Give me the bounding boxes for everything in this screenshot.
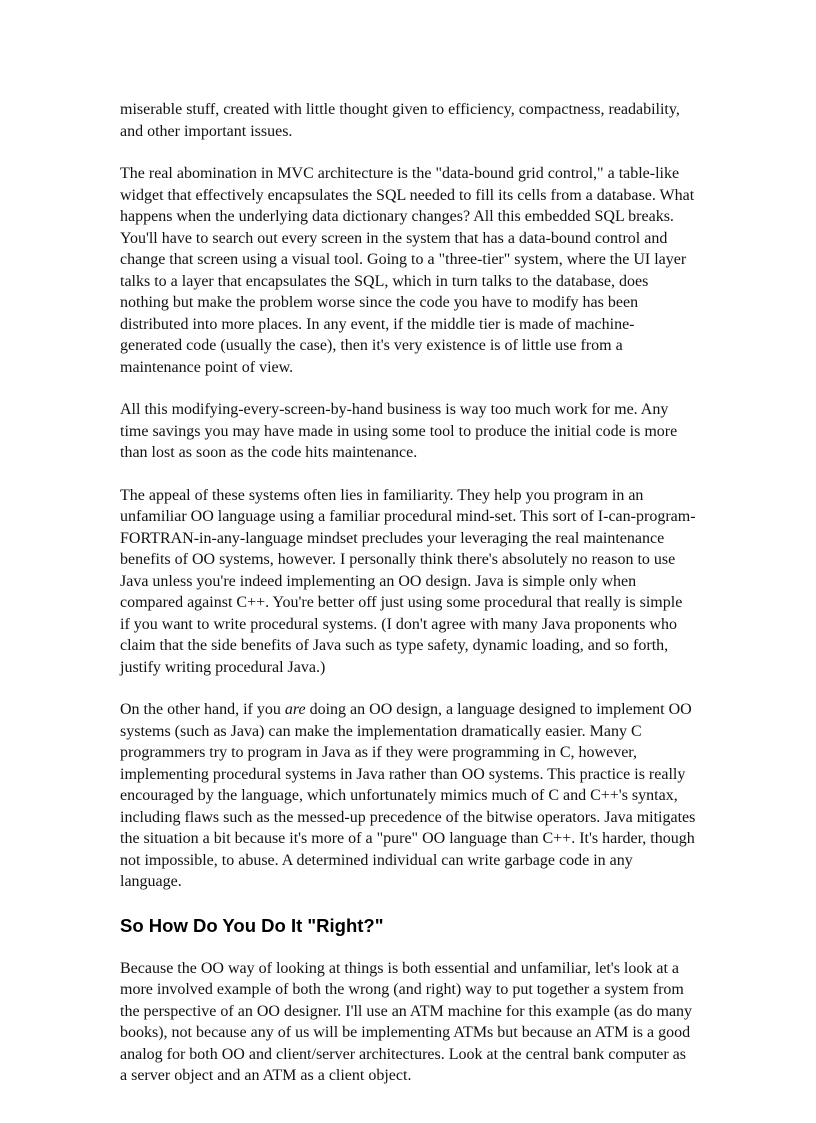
text-line: analog for both OO and client/server architectures. Look at the central bank computer as — [120, 1045, 686, 1063]
text-line: encouraged by the language, which unfortunately mimics much of C and C++'s syntax, — [120, 787, 678, 804]
text-line — [120, 699, 702, 721]
text-line: The appeal of these systems often lies in familiarity. They help you program in an — [120, 486, 644, 504]
text-line: nothing but make the problem worse since the code you have to modify has been — [120, 294, 639, 311]
paragraph-mvc-grid-control — [120, 163, 702, 378]
text-line: claim that the side benefits of Java such as type safety, dynamic loading, and so forth, — [120, 637, 669, 654]
text-line: books), not because any of us will be implementing ATMs but because an ATM is a good — [120, 1024, 691, 1041]
text-line: a server object and an ATM as a client object. — [120, 1067, 412, 1084]
text-line: FORTRAN-in-any-language mindset precludes your leveraging the real maintenance — [120, 529, 665, 547]
text-line: distributed into more places. In any event, if the middle tier is made of machine- — [120, 315, 635, 333]
text-line: benefits of OO systems, however. I personally think there's absolutely no reason to use — [120, 551, 676, 568]
text-line: generated code (usually the case), then it's very existence is of little use from a — [120, 337, 623, 354]
text-line: not impossible, to abuse. A determined individual can write garbage code in any — [120, 851, 633, 869]
text-line: All this modifying-every-screen-by-hand business is way too much work for me. Any — [120, 401, 669, 418]
text-line: implementing procedural systems in Java rather than OO systems. This practice is really — [120, 765, 686, 783]
text-line: happens when the underlying data dictionary changes? All this embedded SQL breaks. — [120, 208, 674, 225]
paragraph-oo-design — [120, 699, 702, 893]
text-line: including flaws such as the messed-up precedence of the bitwise operators. Java mitigates — [120, 808, 696, 826]
text-line: time savings you may have made in using some tool to produce the initial code is more — [120, 422, 678, 440]
emphasis-text: are — [284, 701, 306, 718]
text-line: You'll have to search out every screen in the system that has a data-bound control and — [120, 229, 668, 247]
text-line: miserable stuff, created with little thought given to efficiency, compactness, readability, — [120, 101, 680, 118]
text-line: than lost as soon as the code hits maintenance. — [120, 444, 418, 461]
text-segment: On the other hand, if you — [120, 701, 285, 718]
text-line: unfamiliar OO language using a familiar procedural mind-set. This sort of I-can-program- — [120, 508, 696, 525]
text-line: Java unless you're indeed implementing an OO design. Java is simple only when — [120, 572, 637, 590]
text-line: change that screen using a visual tool. Going to a "three-tier" system, where the UI layer — [120, 251, 687, 268]
text-line: compared against C++. You're better off just using some procedural that really is simple — [120, 594, 683, 611]
paragraph-modifying-screens — [120, 399, 702, 464]
text-line: more involved example of both the wrong (and right) way to put together a system from — [120, 981, 684, 998]
paragraph-continuation — [120, 99, 702, 142]
text-line: systems (such as Java) can make the implementation dramatically easier. Many C — [120, 722, 642, 740]
text-line: language. — [120, 873, 182, 890]
text-segment: doing an OO design, a language designed to implement OO — [305, 701, 692, 718]
text-line: programmers try to program in Java as if they were programming in C, however, — [120, 744, 637, 761]
paragraph-atm-example — [120, 958, 702, 1087]
text-line: the situation a bit because it's more of a "pure" OO language than C++. It's harder, though — [120, 830, 695, 847]
text-line: maintenance point of view. — [120, 358, 294, 376]
text-line: widget that effectively encapsulates the SQL needed to fill its cells from a database. What — [120, 186, 695, 204]
text-line: talks to a layer that encapsulates the SQL, which in turn talks to the database, does — [120, 272, 649, 290]
text-line: if you want to write procedural systems. (I don't agree with many Java proponents who — [120, 615, 677, 633]
text-line: Because the OO way of looking at things is both essential and unfamiliar, let's look at a — [120, 959, 680, 977]
text-line: the perspective of an OO designer. I'll use an ATM machine for this example (as do many — [120, 1002, 693, 1020]
text-line: The real abomination in MVC architecture is the "data-bound grid control," a table-like — [120, 165, 680, 182]
text-line: and other important issues. — [120, 122, 293, 140]
text-line: justify writing procedural Java.) — [120, 658, 326, 676]
section-heading: So How Do You Do It "Right?" — [120, 914, 384, 936]
paragraph-familiarity — [120, 485, 702, 679]
document-page — [120, 99, 702, 1108]
